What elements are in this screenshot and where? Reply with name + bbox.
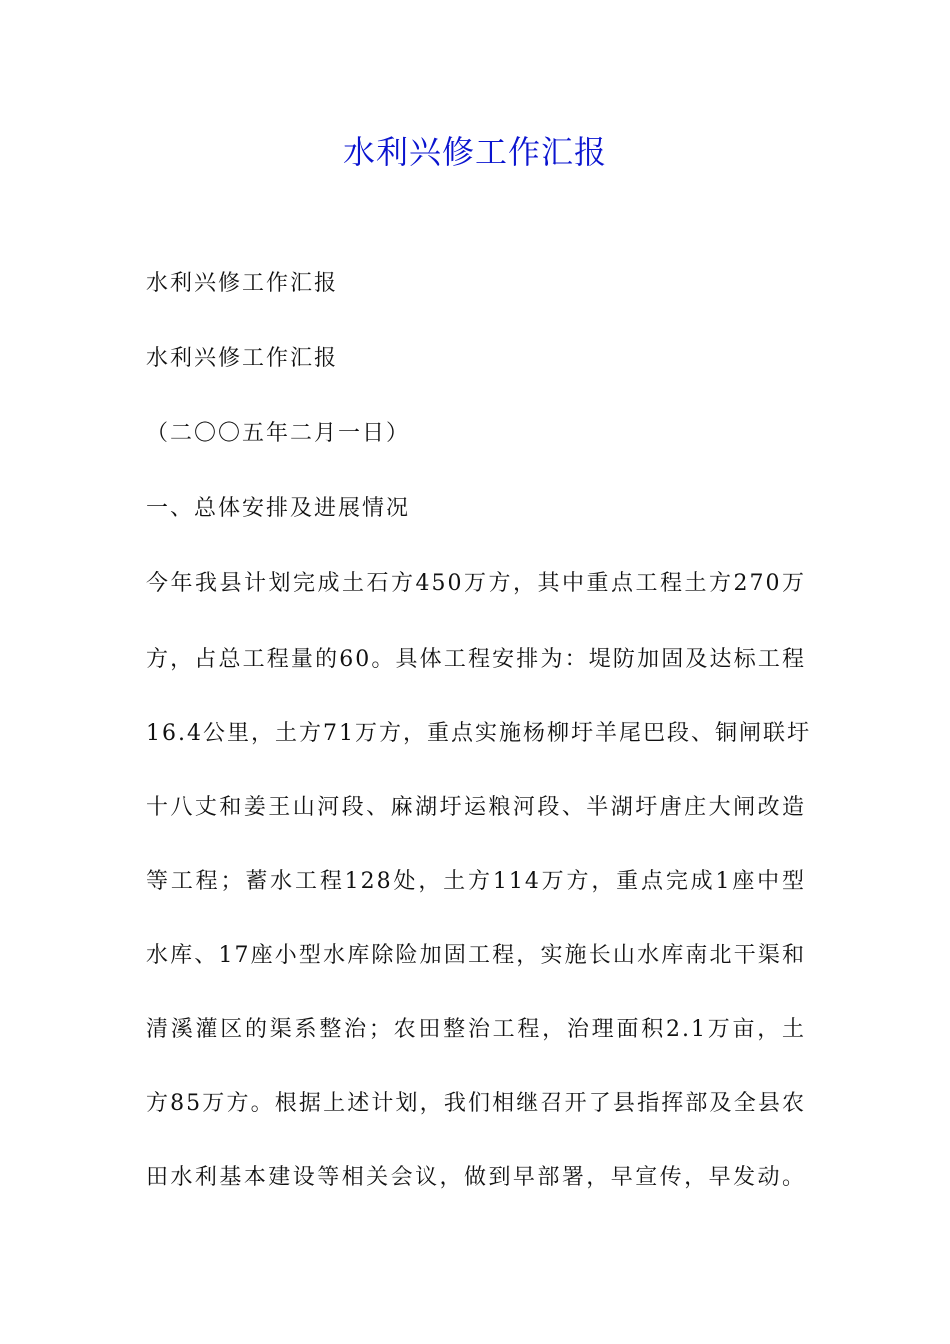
section-heading: 一、总体安排及进展情况: [146, 496, 411, 521]
body-line: 清溪灌区的渠系整治；农田整治工程，治理面积2.1万亩，土: [146, 1017, 806, 1042]
body-line: 水库、17座小型水库除险加固工程，实施长山水库南北干渠和: [146, 943, 806, 968]
report-date: （二〇〇五年二月一日）: [146, 421, 411, 446]
body-line: 16.4公里，土方71万方，重点实施杨柳圩羊尾巴段、铜闸联圩: [146, 721, 811, 746]
document-title: 水利兴修工作汇报: [342, 133, 607, 171]
heading-repeat-1: 水利兴修工作汇报: [146, 271, 339, 296]
body-line: 等工程；蓄水工程128处，土方114万方，重点完成1座中型: [146, 869, 806, 894]
body-line: 方85万方。根据上述计划，我们相继召开了县指挥部及全县农: [146, 1091, 806, 1116]
body-line: 今年我县计划完成土石方450万方，其中重点工程土方270万: [146, 571, 806, 596]
body-line: 田水利基本建设等相关会议，做到早部署，早宣传，早发动。: [146, 1165, 806, 1190]
body-line: 方，占总工程量的60。具体工程安排为：堤防加固及达标工程: [146, 647, 806, 672]
body-line: 十八丈和姜王山河段、麻湖圩运粮河段、半湖圩唐庄大闸改造: [146, 795, 806, 820]
heading-repeat-2: 水利兴修工作汇报: [146, 346, 339, 371]
